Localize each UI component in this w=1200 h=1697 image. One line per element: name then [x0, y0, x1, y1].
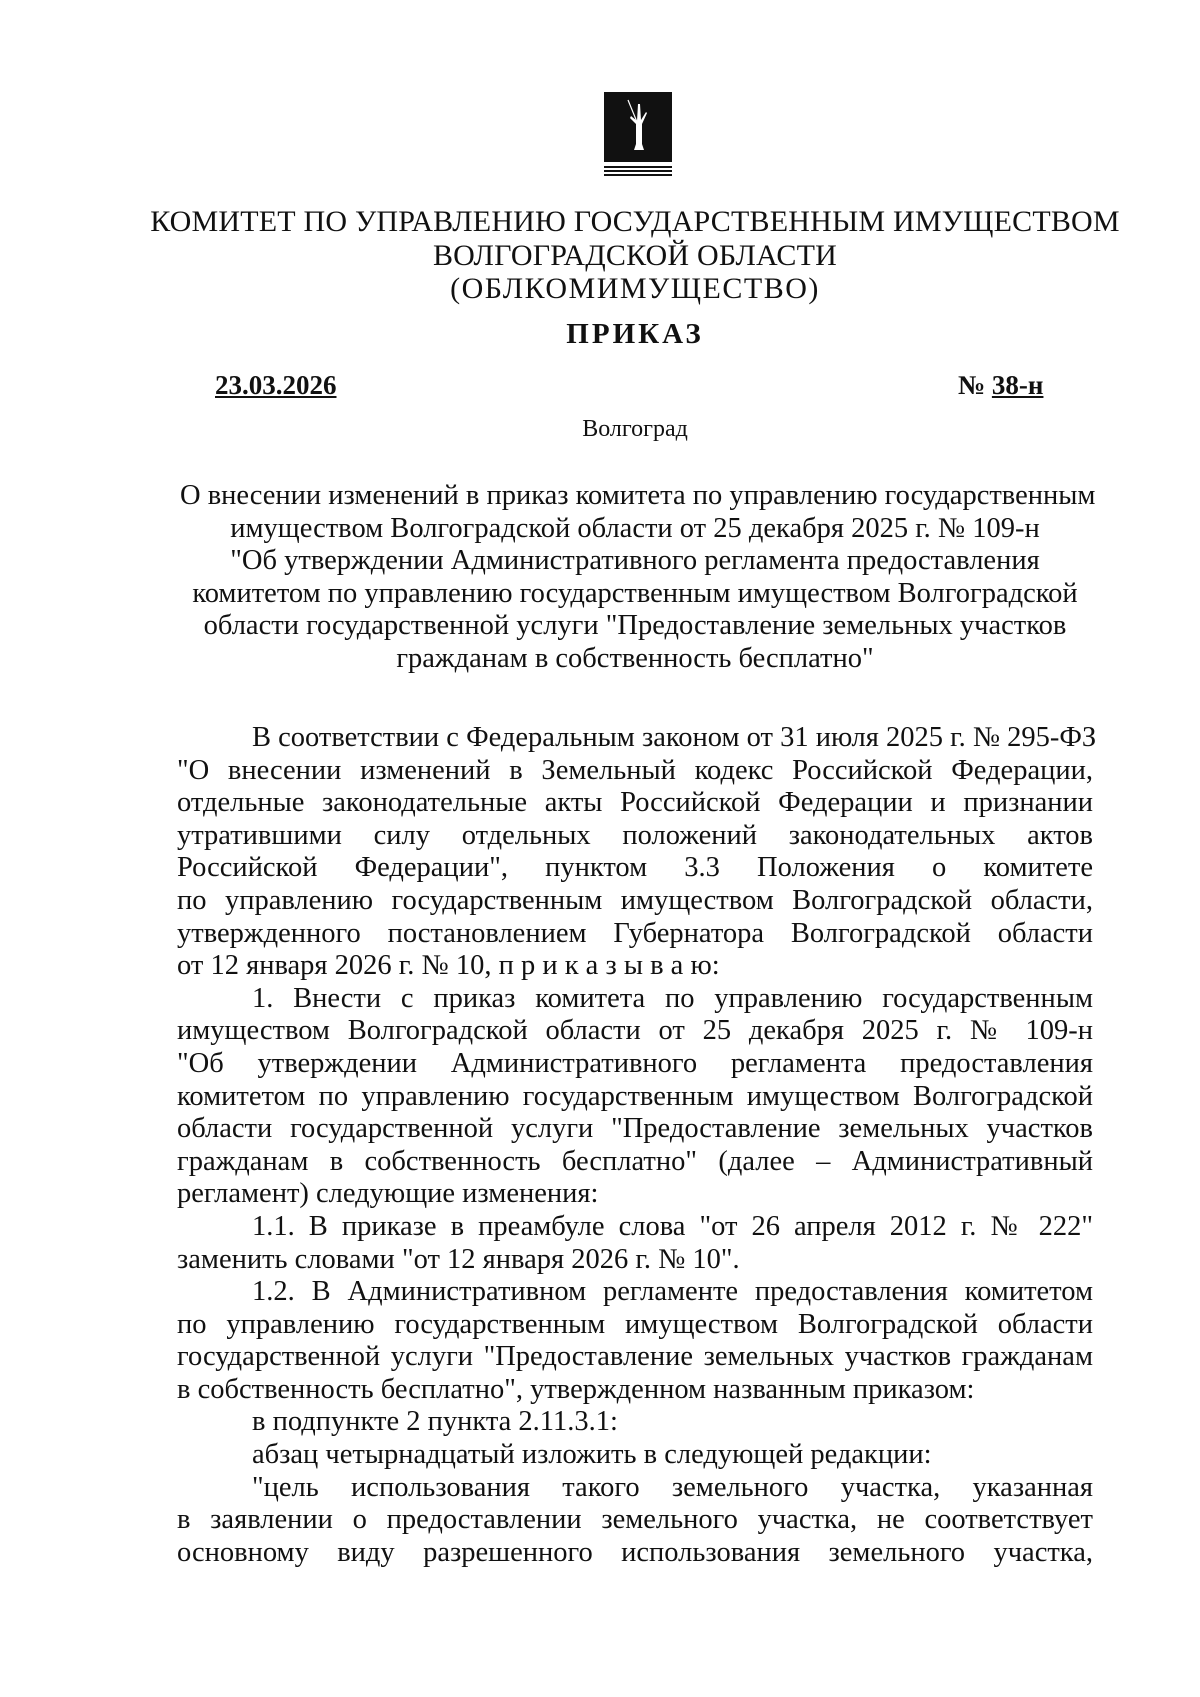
body-line: в заявлении о предоставлении земельного участка, не соответствует [177, 1504, 1093, 1536]
org-name-line3: (ОБЛКОМИМУЩЕСТВО) [450, 272, 820, 305]
org-name-line1: КОМИТЕТ ПО УПРАВЛЕНИЮ ГОСУДАРСТВЕННЫМ ИМУЩЕСТВОМ [150, 205, 1120, 238]
body-line: "О внесении изменений в Земельный кодекс Российской Федерации, [177, 754, 1093, 786]
number-value: 38-н [991, 370, 1044, 400]
number-label: № [958, 370, 986, 400]
body-line: 1. Внести с приказ комитета по управлению государственным [252, 982, 1093, 1014]
body-line: заменить словами "от 12 января 2026 г. № 10". [177, 1243, 740, 1275]
subject-line: гражданам в собственность бесплатно" [396, 642, 874, 674]
body-line: абзац четырнадцатый изложить в следующей редакции: [252, 1439, 932, 1471]
document-city: Волгоград [582, 416, 688, 442]
org-name-line2: ВОЛГОГРАДСКОЙ ОБЛАСТИ [432, 239, 838, 272]
document-title: ПРИКАЗ [566, 318, 704, 350]
body-line: регламент) следующие изменения: [177, 1178, 599, 1210]
body-line: в подпункте 2 пункта 2.11.3.1: [252, 1406, 618, 1438]
body-line: государственной услуги "Предоставление земельных участков гражданам [177, 1341, 1093, 1373]
body-line: в собственность бесплатно", утвержденном названным приказом: [177, 1373, 975, 1405]
body-line: утратившими силу отдельных положений законодательных актов [177, 819, 1093, 851]
body-line: гражданам в собственность бесплатно" (далее – Административный [177, 1145, 1093, 1177]
body-line: области государственной услуги "Предоставление земельных участков [177, 1113, 1093, 1145]
body-line: отдельные законодательные акты Российской Федерации и признании [177, 787, 1093, 819]
body-line: от 12 января 2026 г. № 10, п р и к а з ы в а ю: [177, 950, 720, 982]
body-line: комитетом по управлению государственным имуществом Волгоградской [177, 1080, 1093, 1112]
coat-of-arms-emblem [600, 90, 676, 190]
subject-line: имуществом Волгоградской области от 25 декабря 2025 г. № 109-н [230, 512, 1040, 544]
subject-line: "Об утверждении Административного регламента предоставления [230, 545, 1040, 576]
body-line: "цель использования такого земельного участка, указанная [252, 1471, 1093, 1503]
body-line: В соответствии с Федеральным законом от 31 июля 2025 г. № 295-ФЗ [252, 722, 1097, 753]
document-subject [180, 480, 1096, 675]
body-line: 1.1. В приказе в преамбуле слова "от 26 апреля 2012 г. № 222" [252, 1210, 1093, 1242]
subject-line: О внесении изменений в приказ комитета по управлению государственным [180, 480, 1096, 511]
body-line: основному виду разрешенного использования земельного участка, [177, 1536, 1093, 1568]
subject-line: области государственной услуги "Предоставление земельных участков [203, 610, 1067, 641]
body-line: по управлению государственным имуществом Волгоградской области, [177, 884, 1093, 916]
body-line: "Об утверждении Административного регламента предоставления [177, 1047, 1093, 1079]
document-date: 23.03.2026 [215, 370, 337, 400]
body-line: утвержденного постановлением Губернатора Волгоградской области [177, 917, 1093, 949]
document-number [958, 370, 1043, 401]
body-line: имуществом Волгоградской области от 25 декабря 2025 г. № 109-н [177, 1015, 1093, 1047]
body-line: по управлению государственным имуществом Волгоградской области [177, 1308, 1093, 1340]
document-body [177, 722, 1097, 1569]
body-line: 1.2. В Административном регламенте предоставления комитетом [252, 1276, 1093, 1308]
body-line: Российской Федерации", пунктом 3.3 Положения о комитете [177, 852, 1093, 884]
subject-line: комитетом по управлению государственным имуществом Волгоградской [192, 577, 1078, 609]
